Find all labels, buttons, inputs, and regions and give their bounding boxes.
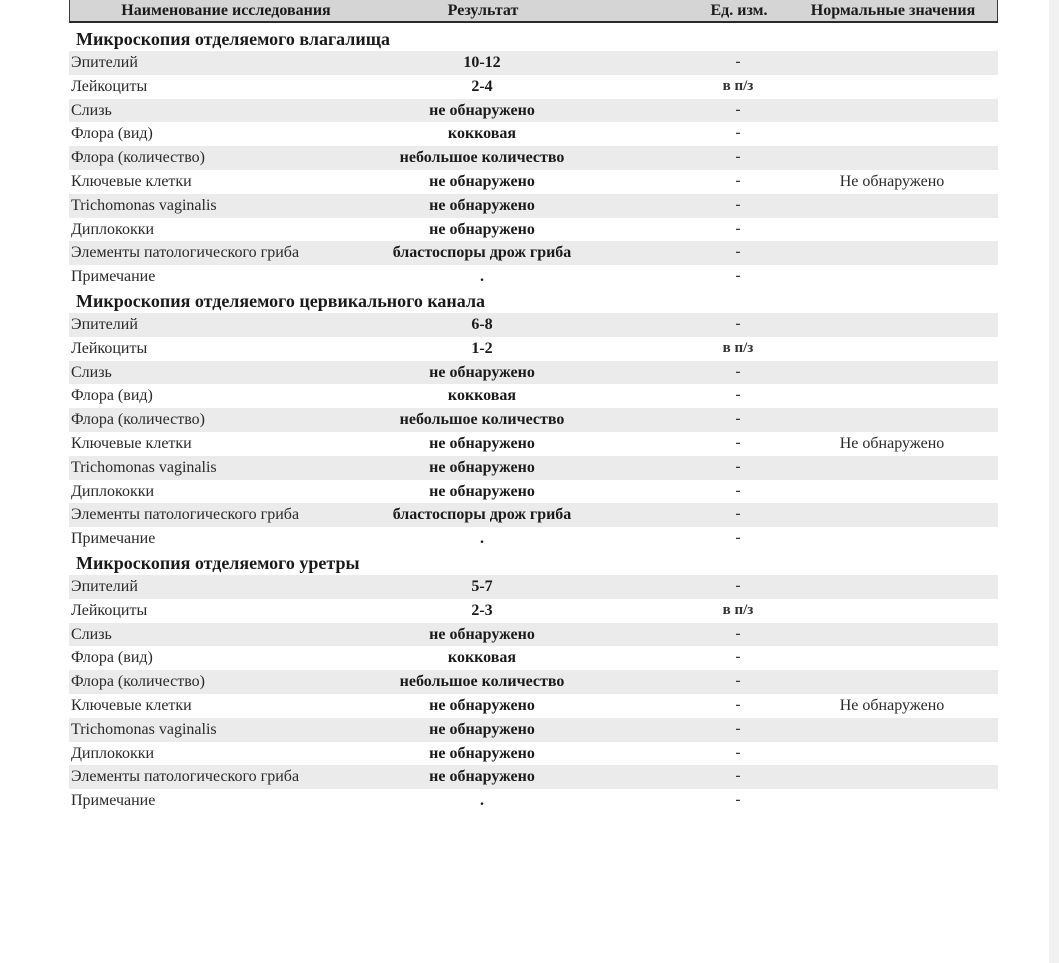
section-title: Микроскопия отделяемого уретры — [76, 552, 360, 573]
table-row — [69, 361, 998, 385]
test-result: кокковая — [447, 649, 517, 667]
test-unit: - — [735, 172, 741, 189]
test-result: кокковая — [447, 125, 517, 143]
table-row — [69, 337, 998, 361]
test-result: небольшое количество — [399, 149, 565, 167]
test-name: Флора (количество) — [71, 411, 205, 429]
test-name: Флора (вид) — [71, 125, 153, 143]
test-unit: - — [735, 101, 741, 118]
column-header-name: Наименование исследования — [121, 2, 331, 19]
test-unit: - — [735, 411, 741, 428]
test-result: 2-4 — [471, 77, 493, 95]
test-result: не обнаружено — [429, 363, 535, 381]
test-unit: - — [735, 363, 741, 380]
test-result: не обнаружено — [429, 625, 535, 643]
test-result: кокковая — [447, 387, 517, 405]
test-unit: - — [735, 720, 741, 737]
test-result: не обнаружено — [429, 172, 535, 190]
table-row — [69, 51, 998, 75]
test-unit: - — [735, 744, 741, 761]
table-row — [69, 527, 998, 551]
test-result: бластоспоры дрож гриба — [392, 506, 572, 524]
test-name: Флора (вид) — [71, 387, 153, 405]
table-row — [69, 218, 998, 242]
test-result: не обнаружено — [429, 101, 535, 119]
table-row — [69, 623, 998, 647]
test-name: Примечание — [71, 530, 156, 548]
test-unit: - — [735, 315, 741, 332]
table-row — [69, 742, 998, 766]
test-name: Лейкоциты — [71, 601, 148, 619]
test-unit: - — [735, 149, 741, 166]
test-unit: - — [735, 220, 741, 237]
test-name: Ключевые клетки — [71, 434, 192, 452]
table-header — [69, 0, 998, 23]
test-name: Диплококки — [71, 744, 155, 762]
test-name: Эпителий — [71, 577, 138, 595]
table-row — [69, 480, 998, 504]
test-unit: - — [735, 649, 741, 666]
table-row — [69, 789, 998, 813]
test-name: Trichomonas vaginalis — [71, 196, 217, 214]
test-unit: - — [735, 792, 741, 809]
test-unit: - — [735, 506, 741, 523]
test-result: 5-7 — [471, 577, 493, 595]
table-row — [69, 408, 998, 432]
test-unit: - — [735, 244, 741, 261]
table-row — [69, 194, 998, 218]
table-row — [69, 503, 998, 527]
results-section — [69, 551, 998, 813]
test-result: небольшое количество — [399, 673, 565, 691]
test-result: не обнаружено — [429, 196, 535, 214]
test-result: 10-12 — [463, 54, 501, 71]
test-result: 2-3 — [471, 601, 493, 619]
test-result: не обнаружено — [429, 768, 535, 786]
test-name: Примечание — [71, 792, 156, 810]
test-result: . — [480, 792, 484, 810]
test-name: Лейкоциты — [71, 339, 148, 357]
page-edge-strip — [1049, 0, 1059, 963]
test-norm: Не обнаружено — [839, 696, 945, 714]
test-unit: - — [735, 696, 741, 713]
test-result: . — [480, 268, 484, 286]
test-unit: - — [735, 577, 741, 594]
test-result: не обнаружено — [429, 458, 535, 476]
column-header-result: Результат — [447, 2, 519, 19]
test-result: не обнаружено — [429, 744, 535, 762]
test-unit: - — [735, 196, 741, 213]
test-name: Ключевые клетки — [71, 172, 192, 190]
test-name: Примечание — [71, 268, 156, 286]
test-name: Элементы патологического гриба — [71, 506, 300, 524]
section-rows — [69, 575, 998, 813]
test-result: небольшое количество — [399, 411, 565, 429]
test-unit: - — [735, 768, 741, 785]
test-unit: - — [735, 125, 741, 142]
table-row — [69, 99, 998, 123]
test-result: . — [480, 530, 484, 548]
table-row — [69, 432, 998, 456]
test-result: не обнаружено — [429, 696, 535, 714]
test-name: Диплококки — [71, 482, 155, 500]
table-row — [69, 241, 998, 265]
test-norm: Не обнаружено — [839, 434, 945, 452]
test-unit: - — [735, 268, 741, 285]
test-unit: - — [735, 387, 741, 404]
results-section — [69, 289, 998, 551]
test-result: бластоспоры дрож гриба — [392, 244, 572, 262]
test-unit: в п/з — [722, 77, 754, 94]
test-result: не обнаружено — [429, 720, 535, 738]
test-name: Флора (количество) — [71, 673, 205, 691]
table-row — [69, 456, 998, 480]
test-name: Trichomonas vaginalis — [71, 458, 217, 476]
table-row — [69, 765, 998, 789]
table-row — [69, 694, 998, 718]
lab-results-table — [69, 0, 998, 813]
table-row — [69, 265, 998, 289]
table-row — [69, 313, 998, 337]
test-name: Диплококки — [71, 220, 155, 238]
test-unit: в п/з — [722, 339, 754, 356]
table-row — [69, 170, 998, 194]
test-unit: - — [735, 625, 741, 642]
test-unit: - — [735, 458, 741, 475]
table-row — [69, 575, 998, 599]
test-name: Лейкоциты — [71, 77, 148, 95]
test-norm: Не обнаружено — [839, 172, 945, 190]
test-unit: - — [735, 54, 741, 70]
test-name: Слизь — [71, 625, 112, 643]
table-row — [69, 646, 998, 670]
column-header-unit: Ед. изм. — [710, 2, 768, 19]
test-result: 6-8 — [471, 315, 493, 333]
test-name: Элементы патологического гриба — [71, 244, 300, 262]
table-row — [69, 718, 998, 742]
test-result: не обнаружено — [429, 482, 535, 500]
sections-container — [69, 27, 998, 813]
test-name: Эпителий — [71, 54, 138, 71]
test-name: Эпителий — [71, 315, 138, 333]
test-name: Trichomonas vaginalis — [71, 720, 217, 738]
section-title: Микроскопия отделяемого цервикального канала — [76, 290, 486, 311]
table-row — [69, 599, 998, 623]
test-result: не обнаружено — [429, 220, 535, 238]
test-name: Элементы патологического гриба — [71, 768, 300, 786]
table-row — [69, 75, 998, 99]
test-name: Флора (вид) — [71, 649, 153, 667]
test-result: 1-2 — [471, 339, 493, 357]
test-unit: - — [735, 434, 741, 451]
column-header-norm: Нормальные значения — [810, 2, 976, 19]
table-row — [69, 384, 998, 408]
table-row — [69, 122, 998, 146]
results-section — [69, 27, 998, 289]
test-name: Флора (количество) — [71, 149, 205, 167]
test-name: Ключевые клетки — [71, 696, 192, 714]
table-row — [69, 670, 998, 694]
test-unit: - — [735, 673, 741, 690]
test-name: Слизь — [71, 101, 112, 119]
table-row — [69, 146, 998, 170]
section-title: Микроскопия отделяемого влагалища — [76, 29, 390, 49]
test-unit: - — [735, 530, 741, 547]
test-result: не обнаружено — [429, 434, 535, 452]
test-name: Слизь — [71, 363, 112, 381]
test-unit: в п/з — [722, 601, 754, 618]
section-rows — [69, 313, 998, 551]
test-unit: - — [735, 482, 741, 499]
section-rows — [69, 51, 998, 289]
